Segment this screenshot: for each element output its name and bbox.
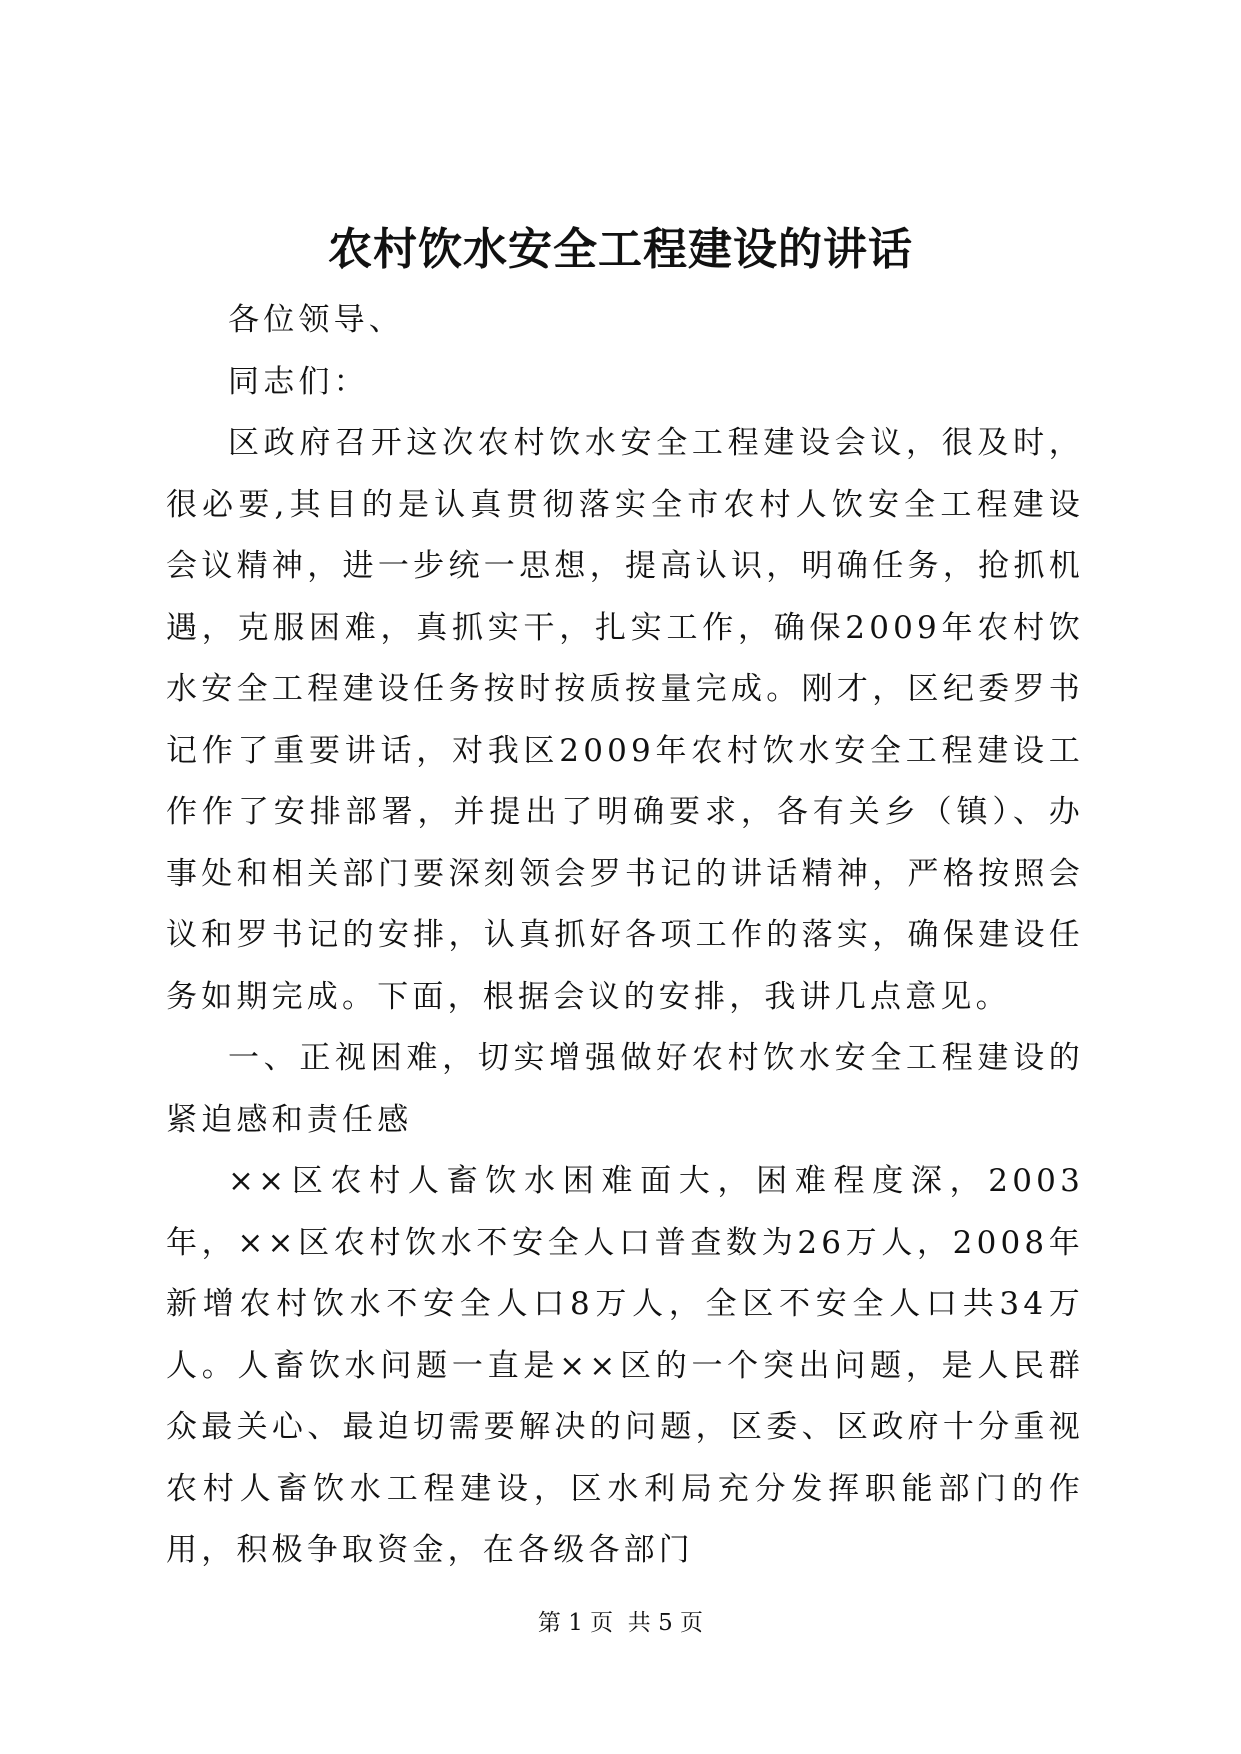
page-footer xyxy=(0,1608,1241,1638)
body-paragraph-intro: 区政府召开这次农村饮水安全工程建设会议，很及时，很必要,其目的是认真贯彻落实全市农村人饮安全工程建设会议精神，进一步统一思想，提高认识，明确任务，抢抓机遇，克服困难，真抓实干，扎实工作，确保2009年农村饮水安全工程建设任务按时按质按量完成。刚才，区纪委罗书记作了重要讲话，对我区2009年农村饮水安全工程建设工作作了安排部署，并提出了明确要求，各有关乡（镇）、办事处和相关部门要深刻领会罗书记的讲话精神，严格按照会议和罗书记的安排，认真抓好各项工作的落实，确保建设任务如期完成。下面，根据会议的安排，我讲几点意见。 xyxy=(166,425,1084,1015)
salutation-line-2: 同志们： xyxy=(228,363,369,400)
section-heading-1: 一、正视困难，切实增强做好农村饮水安全工程建设的紧迫感和责任感 xyxy=(166,1040,1084,1138)
document-body xyxy=(166,290,1084,1582)
salutation-line-1: 各位领导、 xyxy=(228,302,404,338)
page-number-label: 第 1 页 共 5 页 xyxy=(537,1610,704,1636)
document-title: 农村饮水安全工程建设的讲话 xyxy=(328,224,913,275)
body-paragraph-background: ××区农村人畜饮水困难面大，困难程度深，2003年，××区农村饮水不安全人口普查数为26万人，2008年新增农村饮水不安全人口8万人，全区不安全人口共34万人。人畜饮水问题一直是××区的一个突出问题，是人民群众最关心、最迫切需要解决的问题，区委、区政府十分重视农村人畜饮水工程建设，区水利局充分发挥职能部门的作用，积极争取资金，在各级各部门 xyxy=(166,1163,1084,1568)
